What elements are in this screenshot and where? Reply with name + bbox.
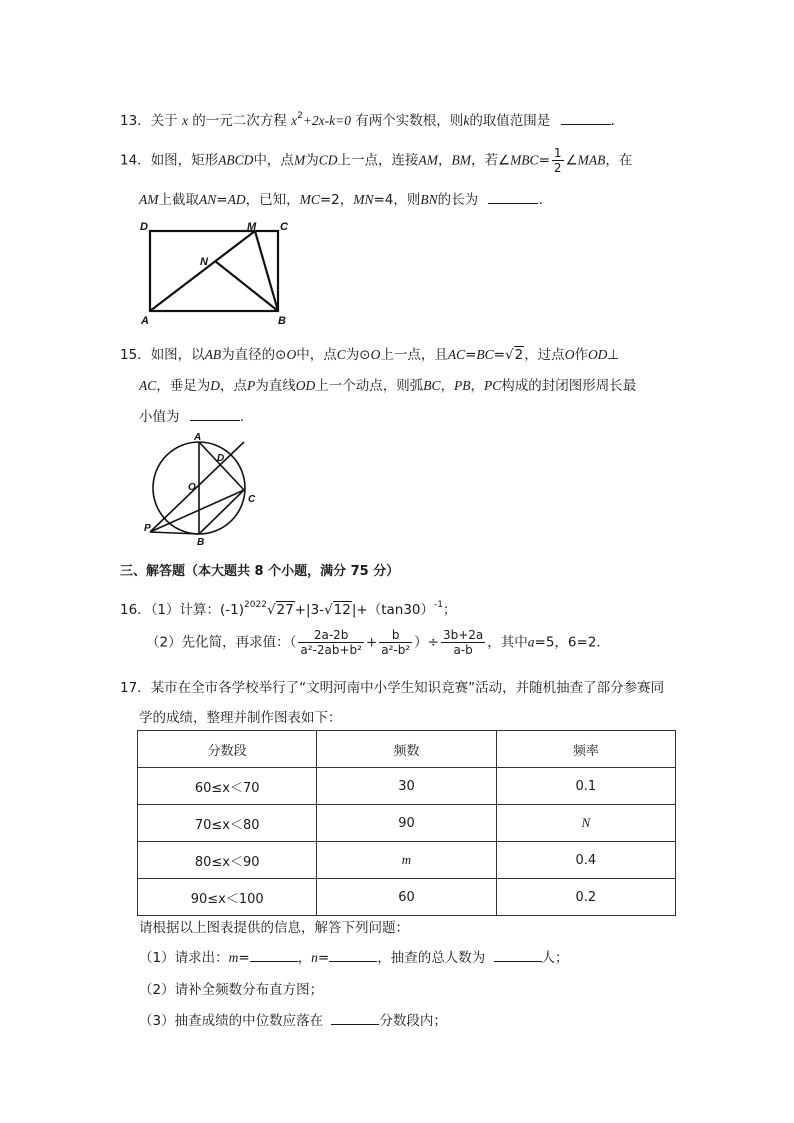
q15-text: ， — [440, 378, 455, 394]
q15-figure — [140, 430, 270, 550]
table-row — [138, 879, 676, 916]
q16-text: （1）计算： — [150, 602, 221, 618]
q15-var: PB — [454, 378, 471, 393]
q16-text: （2）先化简，再求值：（ — [146, 634, 297, 651]
q15-label-b: B — [197, 537, 205, 548]
q15-sqrt-value: 2 — [514, 347, 524, 363]
q14-label-n: N — [200, 256, 208, 268]
table-header: 频数 — [317, 731, 496, 768]
q16-frac-den: a²-b² — [381, 643, 411, 657]
q13-equation: +2x-k=0 — [302, 113, 352, 128]
q17-median-blank[interactable] — [331, 1012, 379, 1025]
q14-text: = — [216, 192, 228, 208]
q14-var: AD — [227, 192, 246, 207]
q15-text: ，垂足为 — [156, 378, 211, 394]
q15-line2 — [139, 374, 636, 394]
q14-text: = — [538, 152, 550, 169]
q15-label-a: A — [194, 432, 202, 443]
table-row — [138, 842, 676, 879]
q14-figure — [138, 218, 298, 328]
q15-var: O — [286, 347, 297, 362]
table-cell: 90≤x＜100 — [138, 879, 317, 916]
table-cell: 60≤x＜70 — [138, 768, 317, 805]
q15-text: 上一个动点，则弧 — [315, 378, 424, 394]
q15-text: ， — [470, 378, 485, 394]
q14-frac-num: 1 — [553, 146, 562, 160]
q16-text: ）÷ — [414, 634, 439, 651]
q17-number: 17． — [120, 680, 151, 696]
q15-line-pb — [150, 532, 199, 534]
q15-text: 小值为 — [139, 409, 180, 425]
table-cell: 30 — [317, 768, 496, 805]
q16-fraction-1 — [298, 628, 364, 657]
q14-text: 为 — [305, 152, 319, 169]
q14-line-nb — [215, 261, 278, 311]
q17-text: = — [238, 950, 250, 966]
table-cell: 0.1 — [496, 768, 675, 805]
table-cell: 60 — [317, 879, 496, 916]
q14-text: ∠ — [565, 152, 578, 169]
table-cell: 90 — [317, 805, 496, 842]
q14-var: MC — [299, 192, 320, 207]
q17-m-blank[interactable] — [250, 949, 298, 962]
section3-heading: 三、解答题（本大题共 8 个小题，满分 75 分） — [120, 564, 400, 579]
q15-text: ，点 — [220, 378, 248, 394]
q14-text: ，已知， — [245, 192, 300, 208]
q17-intro: 请根据以上图表提供的信息，解答下列问题： — [139, 920, 409, 936]
q14-text: 的长为 — [437, 192, 479, 208]
q17-line1 — [120, 676, 664, 696]
q15-label-o: O — [188, 482, 196, 493]
q16-var: a — [527, 634, 535, 650]
q15-var: O — [370, 347, 381, 362]
q15-line3 — [139, 405, 244, 425]
table-header: 分数段 — [138, 731, 317, 768]
q16-text: + — [365, 634, 378, 651]
table-row — [138, 805, 676, 842]
q15-line1 — [120, 343, 619, 363]
table-header-row — [138, 731, 676, 768]
q14-var: BN — [420, 192, 438, 207]
q17-text: ，抽查的总人数为 — [377, 950, 486, 966]
q15-text: 中，点 — [296, 347, 337, 363]
q13-var-x: x — [181, 113, 188, 128]
q14-text: 中，点 — [253, 152, 294, 169]
q15-var: PC — [484, 378, 502, 393]
q13-line — [120, 109, 615, 129]
q14-var: M — [293, 152, 306, 168]
q16-expr: |+（tan30） — [351, 602, 435, 618]
q14-frac-den: 2 — [553, 161, 562, 175]
table-cell: 80≤x＜90 — [138, 842, 317, 879]
q15-var: BC — [423, 378, 441, 393]
q14-text: ，在 — [605, 152, 633, 169]
q14-var: CD — [318, 152, 338, 168]
q16-frac-num: 2a-2b — [298, 628, 364, 643]
q16-part1 — [120, 598, 457, 618]
q15-label-p: P — [144, 523, 151, 534]
q17-text: （3）抽查成绩的中位数应落在 — [139, 1013, 324, 1029]
q13-answer-blank[interactable] — [561, 112, 611, 125]
table-cell: 0.2 — [496, 879, 675, 916]
q14-text: 上一点，连接 — [337, 152, 419, 169]
q14-var: MBC — [510, 152, 539, 168]
q15-text: 构成的封闭图形周长最 — [501, 378, 637, 394]
table-header: 频率 — [496, 731, 675, 768]
table-row — [138, 768, 676, 805]
q17-text: 分数段内； — [379, 1013, 447, 1029]
q15-answer-blank[interactable] — [190, 408, 240, 421]
q13-text: 有两个实数根，则 — [355, 113, 464, 129]
q16-sqrt-value: 27 — [276, 602, 294, 618]
q14-var: BM — [451, 152, 471, 168]
q15-text: 为直径的⊙ — [221, 347, 287, 363]
q17-var-n: n — [311, 950, 318, 965]
q15-var: P — [247, 378, 256, 393]
q14-line-am — [150, 231, 255, 311]
q13-period: . — [610, 113, 615, 129]
q17-line2: 学的成绩，整理并制作图表如下： — [139, 710, 342, 726]
q16-expr: (-1) — [220, 602, 245, 618]
q13-number: 13． — [120, 113, 151, 129]
q13-text: 的取值范围是 — [469, 113, 551, 129]
q17-text: = — [317, 950, 330, 966]
q17-total-blank[interactable] — [494, 949, 542, 962]
q14-var: AN — [199, 192, 217, 207]
q14-text: 如图，矩形 — [150, 152, 219, 169]
q15-var: O — [564, 347, 575, 362]
q15-label-c: C — [248, 494, 256, 505]
q14-var: AM — [139, 192, 159, 207]
q16-expr: +|3- — [294, 602, 325, 618]
q14-text: 上截取 — [158, 192, 199, 208]
q13-equation: x — [291, 113, 298, 128]
q16-exponent: 2022 — [244, 600, 267, 610]
q15-label-d: D — [217, 453, 225, 464]
table-cell: m — [317, 842, 496, 879]
q14-var: MAB — [577, 152, 606, 168]
q14-period: . — [538, 192, 543, 208]
q14-text: ，若∠ — [470, 152, 511, 169]
q15-var: D — [210, 378, 221, 393]
q17-text: 某市在全市各学校举行了“文明河南中小学生知识竞赛”活动，并随机抽查了部分参赛同 — [150, 680, 665, 696]
q15-text: = — [493, 347, 505, 363]
q17-sub1 — [139, 946, 569, 966]
q14-label-b: B — [278, 315, 286, 327]
q14-var: MN — [353, 192, 374, 207]
q14-text: =2， — [319, 192, 354, 208]
q15-var: OD — [587, 347, 608, 362]
q15-line-od — [150, 442, 244, 532]
q13-text: 关于 — [150, 113, 178, 129]
q17-text: 人； — [541, 950, 569, 966]
q13-text: 的一元二次方程 — [192, 113, 287, 129]
q15-text: 如图，以 — [150, 347, 205, 363]
q17-text: （1）请求出： — [139, 950, 229, 966]
q14-text: =4，则 — [373, 192, 421, 208]
q15-var: OD — [295, 378, 316, 393]
table-cell: 0.4 — [496, 842, 675, 879]
q17-text: ， — [297, 950, 312, 966]
q16-frac-den: a-b — [453, 643, 473, 657]
q15-var: C — [336, 347, 346, 362]
q15-text: 为⊙ — [345, 347, 371, 363]
q16-exponent: -1 — [434, 600, 444, 610]
q16-sqrt-symbol: √ — [324, 602, 333, 618]
q14-answer-blank[interactable] — [488, 191, 538, 204]
q14-text: ， — [437, 152, 452, 169]
q16-fraction-3 — [441, 628, 485, 657]
q15-var: AC — [447, 347, 466, 362]
frequency-table — [137, 730, 676, 916]
q14-label-d: D — [140, 221, 148, 233]
q13-exponent: 2 — [297, 111, 303, 121]
q15-var: BC — [476, 347, 494, 362]
q15-text: ⊥ — [607, 347, 620, 363]
q14-number: 14． — [120, 152, 151, 169]
q14-line2 — [139, 188, 543, 208]
q16-text: ，其中 — [487, 634, 528, 651]
q15-period: . — [239, 409, 245, 425]
q15-text: 为直线 — [255, 378, 296, 394]
q14-var: AM — [418, 152, 438, 168]
q15-line-pc — [150, 490, 244, 532]
q16-text: ； — [443, 602, 457, 618]
q14-line1 — [120, 146, 632, 175]
q13-var-k: k — [463, 113, 470, 128]
q15-text: 作 — [574, 347, 588, 363]
q14-var: ABCD — [218, 152, 254, 168]
table-cell: N — [496, 805, 675, 842]
q17-sub3 — [139, 1009, 447, 1029]
q15-text: ，过点 — [524, 347, 565, 363]
q14-fraction — [552, 146, 564, 175]
q16-number: 16． — [120, 602, 151, 618]
q15-text: = — [465, 347, 477, 363]
q15-number: 15． — [120, 347, 151, 363]
q16-text: =5，6=2． — [534, 634, 610, 651]
q16-sqrt-symbol: √ — [266, 602, 276, 618]
q16-part2 — [146, 628, 610, 657]
q14-label-a: A — [141, 315, 149, 327]
q14-line-bm — [255, 231, 278, 311]
q15-var: AC — [139, 378, 157, 393]
q16-fraction-2 — [379, 628, 412, 657]
q15-sqrt-symbol: √ — [504, 347, 514, 363]
q14-label-c: C — [280, 221, 288, 233]
q14-label-m: M — [247, 221, 257, 233]
q16-frac-num: b — [379, 628, 412, 643]
q16-sqrt-value: 12 — [333, 602, 351, 618]
q17-var-m: m — [228, 950, 239, 965]
q17-sub2: （2）请补全频数分布直方图； — [139, 982, 324, 998]
q15-var: AB — [204, 347, 222, 362]
q15-text: 上一点，且 — [380, 347, 448, 363]
q17-n-blank[interactable] — [329, 949, 377, 962]
q16-frac-den: a²-2ab+b² — [300, 643, 362, 657]
table-cell: 70≤x＜80 — [138, 805, 317, 842]
q16-frac-num: 3b+2a — [442, 628, 484, 642]
